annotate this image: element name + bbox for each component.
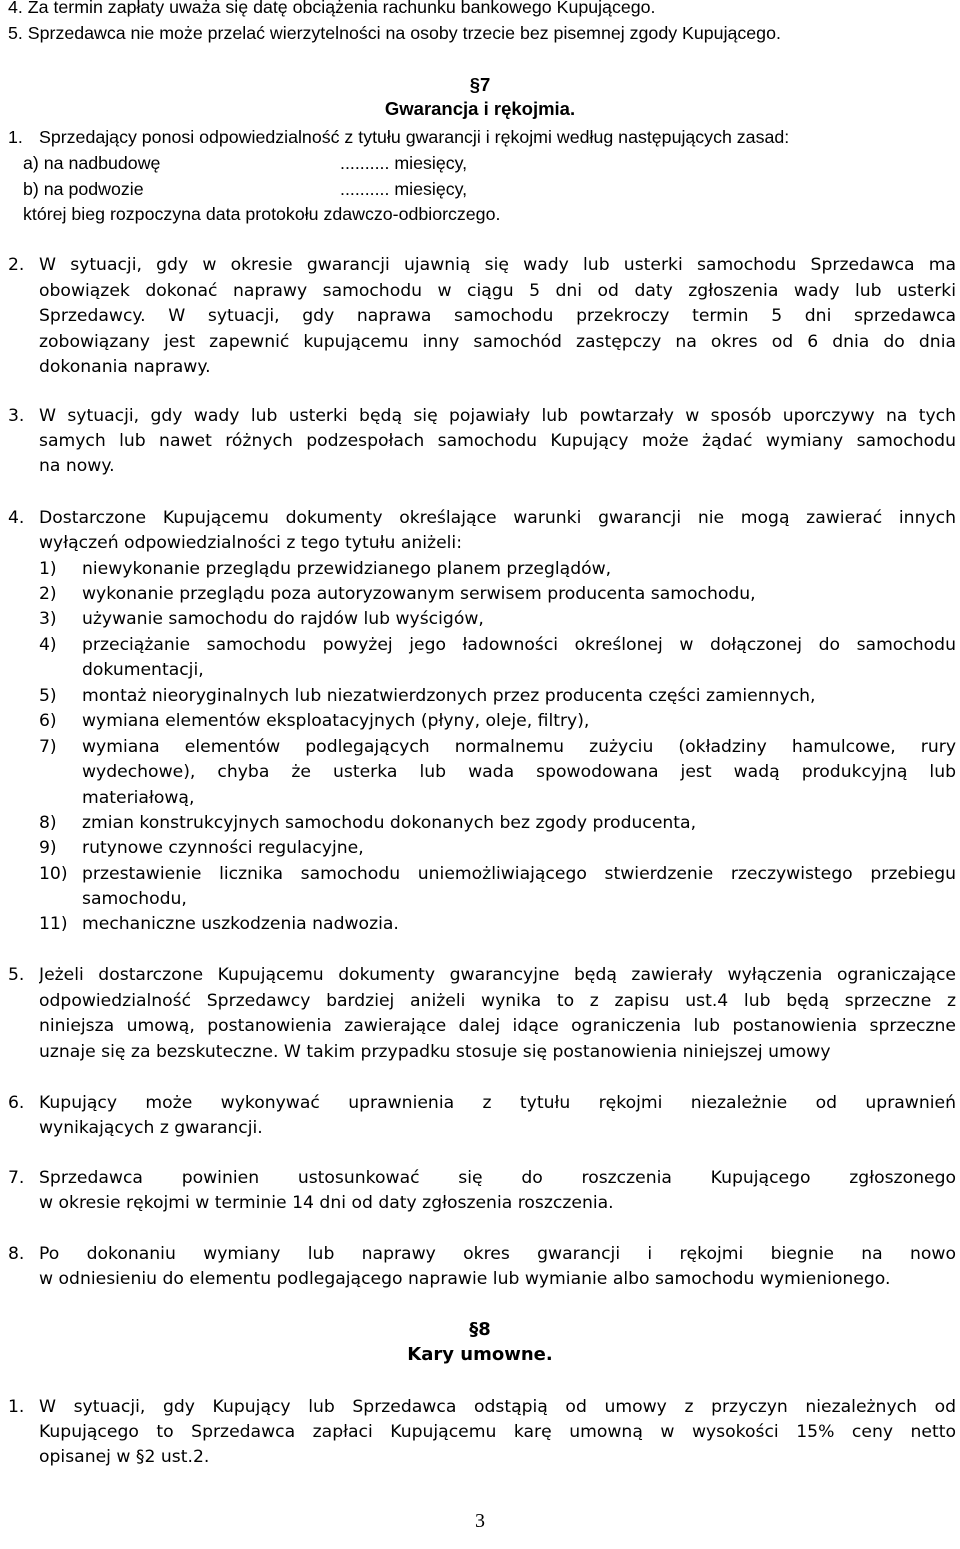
- p3-line: W sytuacji, gdy wady lub usterki będą się pojawiały lub powtarzały w sposób uporczywy na tych: [39, 406, 956, 426]
- p3-line: samych lub nawet różnych podzespołach samochodu Kupujący może żądać wymiany samochodu: [39, 431, 956, 451]
- list-item: wykonanie przeglądu poza autoryzowanym serwisem producenta samochodu,: [82, 584, 756, 604]
- list-item: wymiana elementów podlegających normalnemu zużyciu (okładziny hamulcowe, rury: [82, 737, 956, 757]
- clause-5-text: 5. Sprzedawca nie może przelać wierzytelności na osoby trzecie bez pisemnej zgody Kupującego.: [8, 23, 781, 43]
- p6-line: Kupujący może wykonywać uprawnienia z tytułu rękojmi niezależnie od uprawnień: [39, 1093, 956, 1113]
- p4-number: 4.: [8, 508, 25, 528]
- list-number: 3): [39, 609, 57, 629]
- p2-line: dokonania naprawy.: [39, 357, 211, 377]
- list-number: 1): [39, 559, 57, 579]
- p2-line: obowiązek dokonać naprawy samochodu w ciągu 5 dni od daty zgłoszenia wady lub usterki: [39, 281, 956, 301]
- p8-line: w odniesieniu do elementu podlegającego naprawie lub wymianie albo samochodu wymienionego.: [39, 1269, 891, 1289]
- p6-number: 6.: [8, 1093, 25, 1113]
- list-item: zmian konstrukcyjnych samochodu dokonanych bez zgody producenta,: [82, 813, 697, 833]
- p1-number: 1.: [8, 127, 23, 147]
- list-number: 6): [39, 711, 57, 731]
- p5-line: Jeżeli dostarczone Kupującemu dokumenty gwarancyjne będą zawierały wyłączenia ograniczające: [39, 965, 956, 985]
- s8-p1-line: Kupującego to Sprzedawca zapłaci Kupującemu karę umowną w wysokości 15% ceny netto: [39, 1422, 956, 1442]
- s8-p1-number: 1.: [8, 1397, 25, 1417]
- p1-b-value: .......... miesięcy,: [340, 179, 468, 199]
- list-number: 4): [39, 635, 57, 655]
- list-number: 2): [39, 584, 57, 604]
- list-item: montaż nieoryginalnych lub niezatwierdzonych przez producenta części zamiennych,: [82, 686, 816, 706]
- p3-line: na nowy.: [39, 456, 115, 476]
- list-number: 9): [39, 838, 57, 858]
- list-number: 5): [39, 686, 57, 706]
- p4-line: wyłączeń odpowiedzialności z tego tytułu aniżeli:: [39, 533, 462, 553]
- section-7-mark: §7: [469, 74, 491, 95]
- section-8-mark: §8: [469, 1319, 491, 1340]
- s8-p1-line: W sytuacji, gdy Kupujący lub Sprzedawca odstąpią od umowy z przyczyn niezależnych od: [39, 1397, 956, 1417]
- section-7-title: Gwarancja i rękojmia.: [384, 98, 576, 119]
- p7-number: 7.: [8, 1168, 25, 1188]
- list-item: materiałową,: [82, 788, 195, 808]
- s8-p1-line: opisanej w §2 ust.2.: [39, 1447, 210, 1467]
- list-number: 7): [39, 737, 57, 757]
- p3-number: 3.: [8, 406, 25, 426]
- list-item: wydechowe), chyba że usterka lub wada spowodowana jest wadą produkcyjną lub: [82, 762, 956, 782]
- list-number: 8): [39, 813, 57, 833]
- list-item: rutynowe czynności regulacyjne,: [82, 838, 364, 858]
- p1-text: Sprzedający ponosi odpowiedzialność z tytułu gwarancji i rękojmi według następujących zasad:: [39, 127, 790, 147]
- list-item: mechaniczne uszkodzenia nadwozia.: [82, 914, 399, 934]
- p6-line: wynikających z gwarancji.: [39, 1118, 263, 1138]
- clause-4-text: 4. Za termin zapłaty uważa się datę obciążenia rachunku bankowego Kupującego.: [8, 0, 656, 17]
- p8-line: Po dokonaniu wymiany lub naprawy okres gwarancji i rękojmi biegnie na nowo: [39, 1244, 956, 1264]
- list-item: przeciążanie samochodu powyżej jego ładowności określonej w dołączonej do samochodu: [82, 635, 956, 655]
- list-item: samochodu,: [82, 889, 187, 909]
- list-item: używanie samochodu do rajdów lub wyścigów,: [82, 609, 484, 629]
- p5-line: odpowiedzialność Sprzedawcy bardziej aniżeli wynika to z zapisu ust.4 lub będą sprzeczne z: [39, 991, 956, 1011]
- p5-line: uznaje się za bezskuteczne. W takim przypadku stosuje się postanowienia niniejszej umowy: [39, 1042, 831, 1062]
- p1-b-label: b) na podwozie: [23, 179, 144, 199]
- section-8-title: Kary umowne.: [407, 1344, 553, 1365]
- p2-number: 2.: [8, 255, 25, 275]
- p2-line: zobowiązany jest zapewnić kupującemu inny samochód zastępczy na okres od 6 dnia do dnia: [39, 332, 956, 352]
- list-item: przestawienie licznika samochodu uniemożliwiającego stwierdzenie rzeczywistego przebiegu: [82, 864, 956, 884]
- p7-line: w okresie rękojmi w terminie 14 dni od daty zgłoszenia roszczenia.: [39, 1193, 614, 1213]
- list-item: niewykonanie przeglądu przewidzianego planem przeglądów,: [82, 559, 612, 579]
- list-number: 11): [39, 914, 68, 934]
- p7-line: Sprzedawca powinien ustosunkować się do roszczenia Kupującego zgłoszonego: [39, 1168, 956, 1188]
- p2-line: Sprzedawcy. W sytuacji, gdy naprawa samochodu przekroczy termin 5 dni sprzedawca: [39, 306, 956, 326]
- list-item: wymiana elementów eksploatacyjnych (płyny, oleje, filtry),: [82, 711, 590, 731]
- p1-a-value: .......... miesięcy,: [340, 153, 468, 173]
- p8-number: 8.: [8, 1244, 25, 1264]
- p5-number: 5.: [8, 965, 25, 985]
- p4-line: Dostarczone Kupującemu dokumenty określające warunki gwarancji nie mogą zawierać innych: [39, 508, 956, 528]
- p2-line: W sytuacji, gdy w okresie gwarancji ujawnią się wady lub usterki samochodu Sprzedawca ma: [39, 255, 956, 275]
- list-item: dokumentacji,: [82, 660, 204, 680]
- p1-end: której bieg rozpoczyna data protokołu zdawczo-odbiorczego.: [23, 204, 501, 224]
- list-number: 10): [39, 864, 68, 884]
- page-number: 3: [475, 1510, 485, 1532]
- p5-line: niniejsza umową, postanowienia zawierające dalej idące ograniczenia lub postanowienia sprzeczne: [39, 1016, 956, 1036]
- p1-a-label: a) na nadbudowę: [23, 153, 161, 173]
